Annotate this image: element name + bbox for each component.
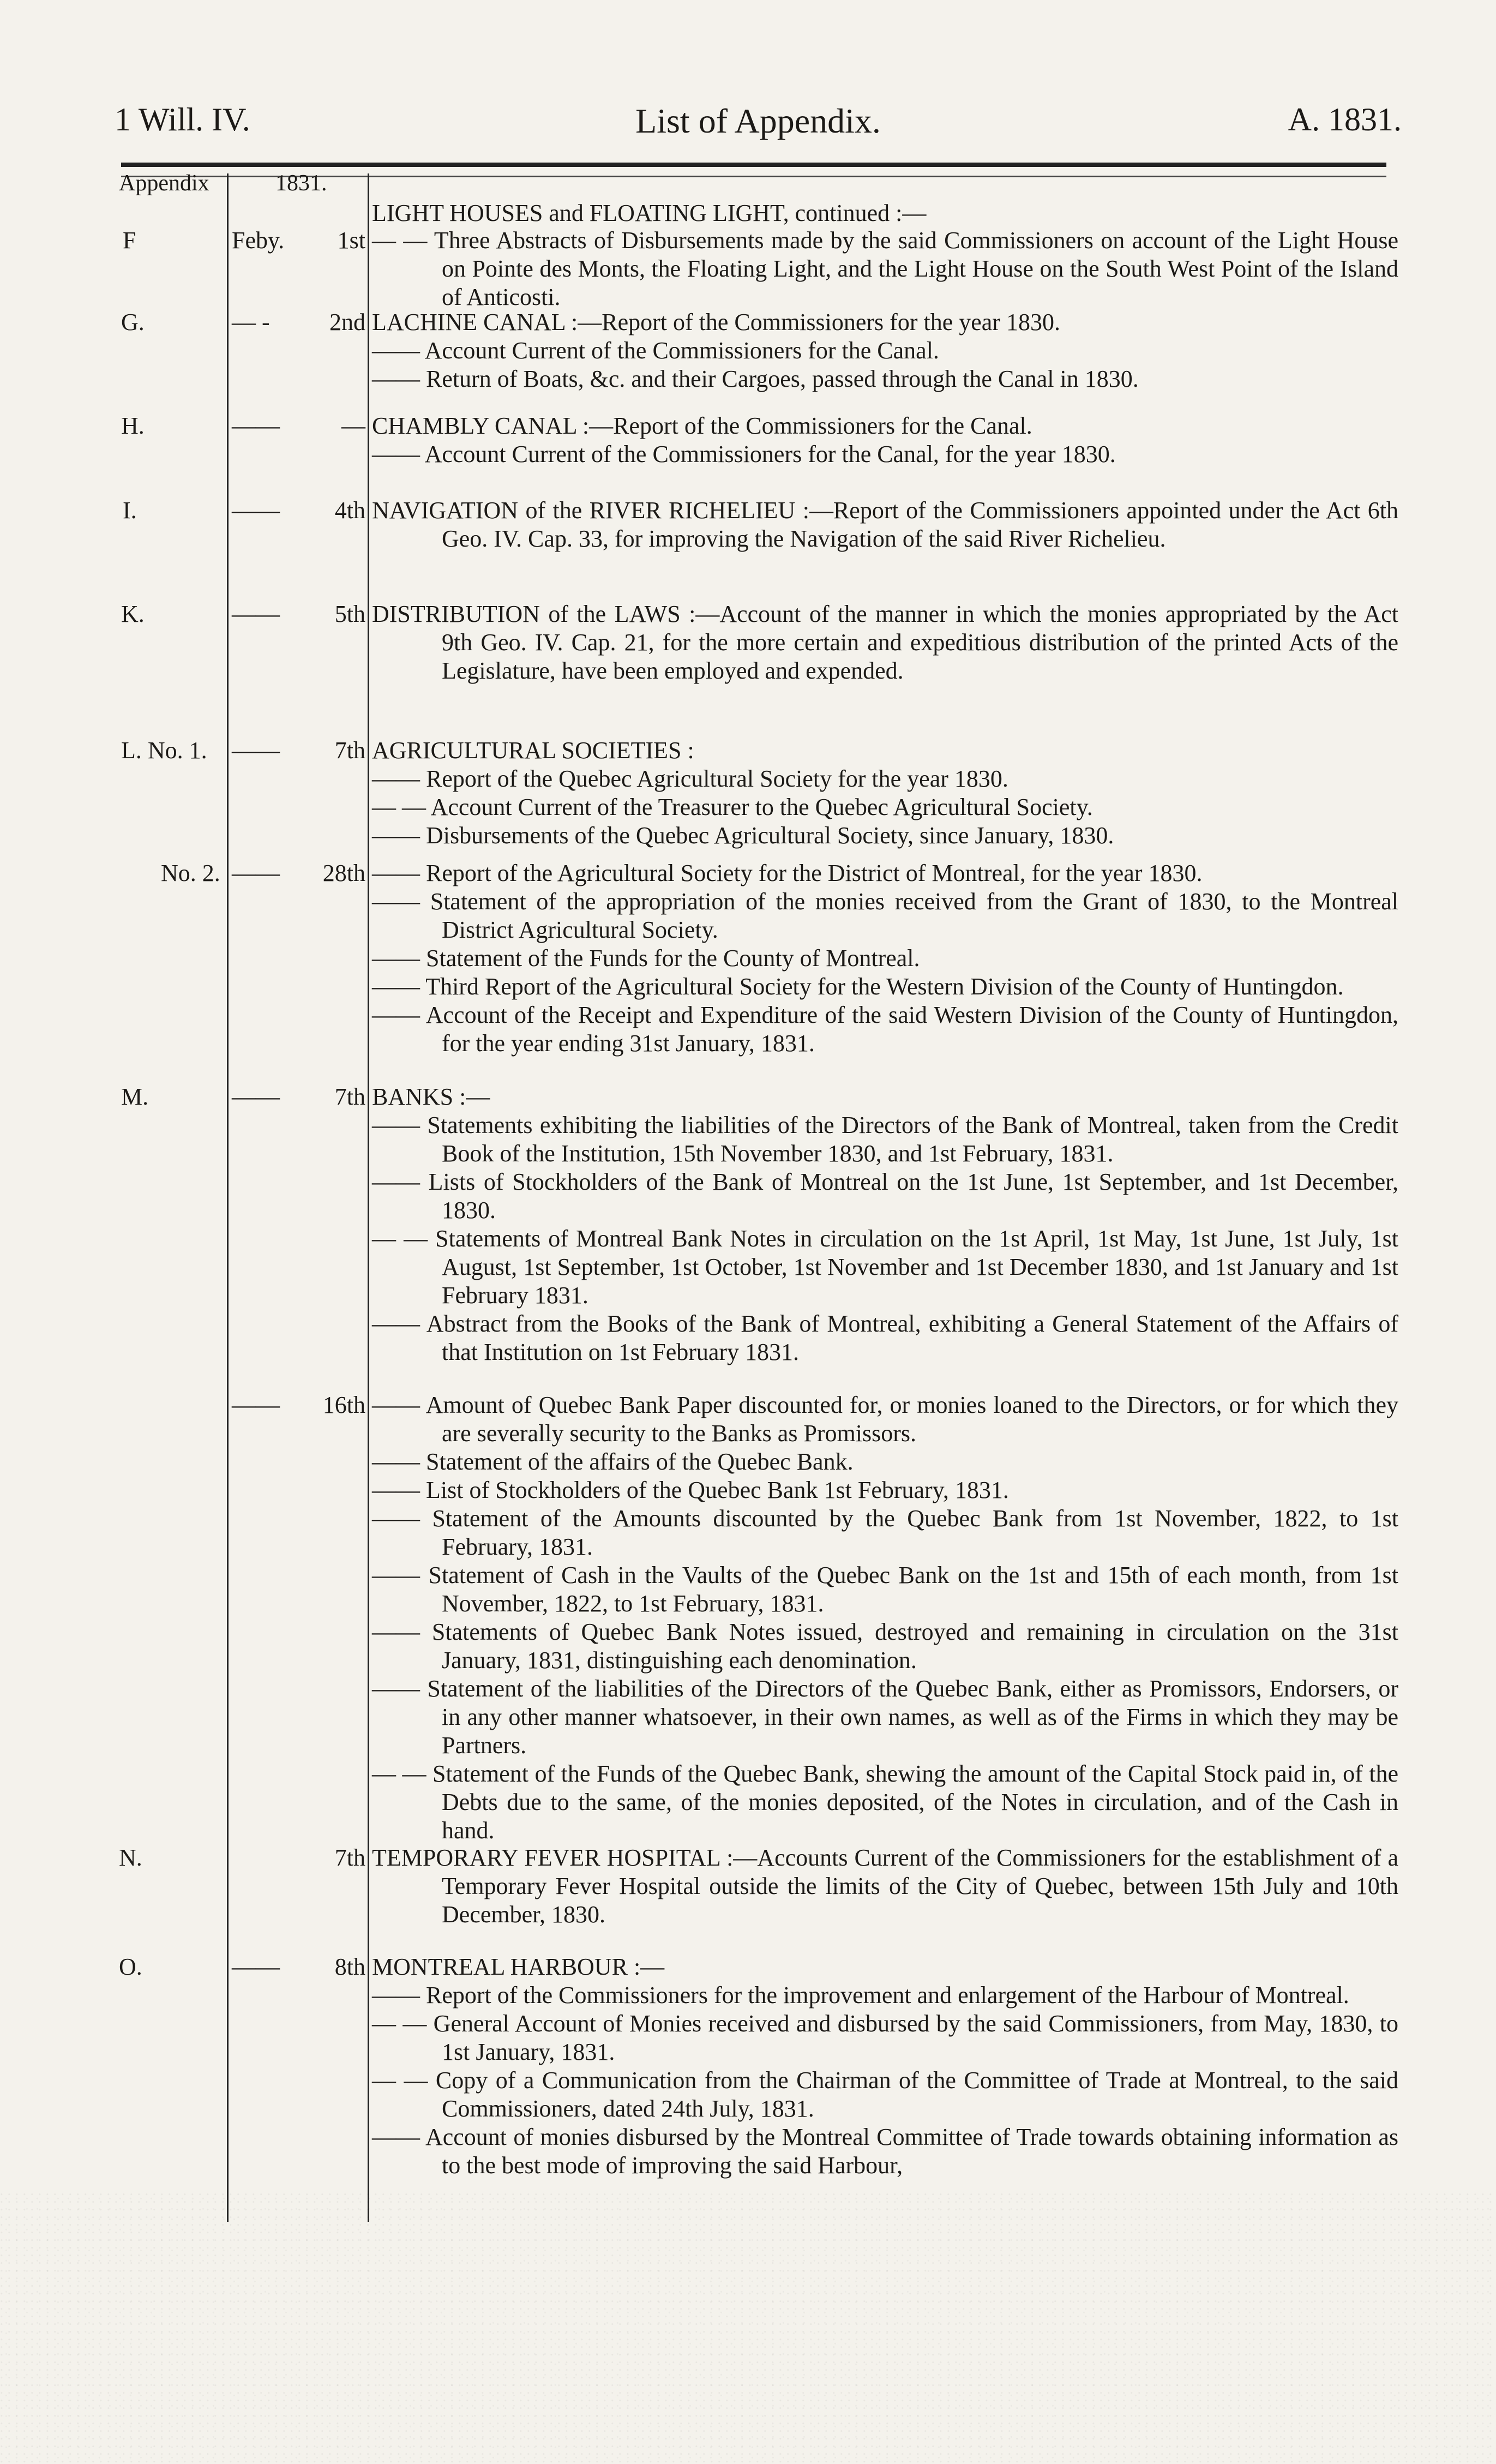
entry-heading: BANKS :— (372, 1083, 490, 1110)
entry-heading: CHAMBLY CANAL :—Report of the Commissioners for the Canal. (372, 412, 1032, 439)
header-session: 1 Will. IV. (115, 101, 250, 137)
entry-item: —— Statement of Cash in the Vaults of the Quebec Bank on the 1st and 15th of each month, from 1st November, 1822, to 1st February, 1831. (372, 1562, 1398, 1617)
entry-item: — — Copy of a Communication from the Chairman of the Committee of Trade at Montreal, to the said Commissioners, dated 24th July, 1831. (372, 2067, 1398, 2122)
entry-item: —— Abstract from the Books of the Bank of Montreal, exhibiting a General Statement of the Affairs of that Institution on 1st February 1831. (372, 1310, 1398, 1365)
date-day: 7th (334, 1083, 365, 1110)
appendix-letter: F (123, 227, 136, 254)
appendix-letter: M. (121, 1083, 149, 1110)
entry-heading: MONTREAL HARBOUR :— (372, 1953, 665, 1980)
date-day: 8th (334, 1953, 365, 1980)
page-header (115, 95, 1402, 155)
header-year: A. 1831. (1288, 101, 1402, 137)
date-day: 4th (334, 497, 365, 524)
entry-item: —— Statements exhibiting the liabilities of the Directors of the Bank of Montreal, taken from the Credit Book of the Institution, 15th November 1830, and 1st February, 1831. (372, 1112, 1398, 1167)
entry-item: — — Statements of Montreal Bank Notes in circulation on the 1st April, 1st May, 1st June, 1st July, 1st August, 1st September, 1st October, 1st November and 1st December 1830, and 1st January and 1st February 1831. (372, 1225, 1398, 1309)
date-day: 7th (334, 737, 365, 764)
date-day: 7th (334, 1844, 365, 1871)
date-day: 28th (322, 860, 365, 886)
date-day: 16th (322, 1392, 365, 1418)
entry-item: —— Report of the Agricultural Society for the District of Montreal, for the year 1830. (372, 860, 1203, 886)
entry-item: —— Statements of Quebec Bank Notes issued, destroyed and remaining in circulation on the 31st January, 1831, distinguishing each denomination. (372, 1618, 1398, 1674)
entry-item: —— Amount of Quebec Bank Paper discounted for, or monies loaned to the Directors, or for which they are severally security to the Banks as Promissors. (372, 1392, 1398, 1447)
appendix-letter: K. (121, 601, 145, 627)
entry-item: —— Statement of the appropriation of the monies received from the Grant of 1830, to the Montreal District Agricultural Society. (372, 888, 1398, 943)
entry-content (372, 1844, 1398, 1929)
entry-item: —— Disbursements of the Quebec Agricultural Society, since January, 1830. (372, 822, 1114, 849)
entry-item: —— Statement of the Amounts discounted by the Quebec Bank from 1st November, 1822, to 1st February, 1831. (372, 1505, 1398, 1560)
column-divider-date (368, 173, 369, 2222)
entry-item: —— Statement of the Funds for the County of Montreal. (372, 945, 920, 972)
entry-content (372, 199, 1398, 227)
entry-content (372, 1391, 1398, 1845)
entry-item: —— Third Report of the Agricultural Society for the Western Division of the County of Huntingdon. (372, 973, 1344, 1000)
entry-heading: LACHINE CANAL :—Report of the Commissioners for the year 1830. (372, 309, 1060, 335)
entry-content (372, 736, 1398, 850)
entry-content (372, 226, 1398, 311)
date-month: —— (232, 497, 280, 524)
entry-item: —— Statement of the affairs of the Quebec Bank. (372, 1448, 854, 1475)
entry-heading: TEMPORARY FEVER HOSPITAL :—Accounts Current of the Commissioners for the establishment of a Temporary Fever Hospital outside the limits of the City of Quebec, between 15th July and 10th December, 1830. (372, 1844, 1398, 1928)
appendix-letter: N. (119, 1844, 142, 1871)
entry-item: —— List of Stockholders of the Quebec Bank 1st February, 1831. (372, 1477, 1009, 1503)
entry-content (372, 1083, 1398, 1366)
entry-item: —— Account Current of the Commissioners for the Canal. (372, 337, 939, 364)
entry-content (372, 308, 1398, 393)
entry-content (372, 496, 1398, 553)
date-day: 5th (334, 601, 365, 627)
entry-content (372, 412, 1398, 469)
date-month: —— (232, 737, 280, 764)
entry-heading: NAVIGATION of the RIVER RICHELIEU :—Report of the Commissioners appointed under the Act 6th Geo. IV. Cap. 33, for improving the Navigation of the said River Richelieu. (372, 497, 1398, 552)
entry-item: — — Account Current of the Treasurer to the Quebec Agricultural Society. (372, 794, 1093, 820)
entry-item: —— Account Current of the Commissioners for the Canal, for the year 1830. (372, 441, 1116, 467)
entry-heading: AGRICULTURAL SOCIETIES : (372, 737, 694, 764)
appendix-letter: H. (121, 412, 145, 439)
entry-item: —— Report of the Quebec Agricultural Society for the year 1830. (372, 765, 1008, 792)
entry-heading: DISTRIBUTION of the LAWS :—Account of the manner in which the monies appropriated by the Act 9th Geo. IV. Cap. 21, for the more certain and expeditious distribution of the printed Acts of the Legislature, have been employed and expended. (372, 601, 1398, 684)
date-month: —— (232, 1083, 280, 1110)
date-month: —— (232, 1392, 280, 1418)
entry-content (372, 859, 1398, 1058)
column-head-year: 1831. (275, 171, 327, 196)
entry-item: —— Statement of the liabilities of the Directors of the Quebec Bank, either as Promissors, Endorsers, or in any other manner whatsoever, in their own names, as well as of the Firms in which they may be Partners. (372, 1675, 1398, 1759)
entry-item: —— Report of the Commissioners for the improvement and enlargement of the Harbour of Montreal. (372, 1982, 1349, 2009)
appendix-letter: I. (123, 497, 137, 524)
header-title: List of Appendix. (635, 101, 881, 140)
date-month: —— (232, 860, 280, 886)
column-head-appendix: Appendix (119, 171, 209, 196)
appendix-letter: G. (121, 309, 145, 335)
date-month: —— (232, 601, 280, 627)
date-day: — (341, 412, 365, 439)
appendix-letter: O. (119, 1953, 142, 1980)
date-month: —— (232, 412, 280, 439)
date-month: Feby. (232, 227, 285, 254)
entry-item: — — Three Abstracts of Disbursements made by the said Commissioners on account of the Light House on Pointe des Monts, the Floating Light, and the Light House on the South West Point of the Island of Anticosti. (372, 227, 1398, 310)
appendix-letter: No. 2. (161, 860, 220, 886)
entry-item: —— Lists of Stockholders of the Bank of Montreal on the 1st June, 1st September, and 1st December, 1830. (372, 1168, 1398, 1224)
entry-heading: LIGHT HOUSES and FLOATING LIGHT, continued :— (372, 200, 927, 226)
column-divider-appendix (227, 173, 229, 2222)
appendix-letter: L. No. 1. (121, 737, 207, 764)
entry-item: —— Account of the Receipt and Expenditure of the said Western Division of the County of Huntingdon, for the year ending 31st January, 1831. (372, 1002, 1398, 1057)
entry-content (372, 1953, 1398, 2180)
date-month: — - (232, 309, 270, 335)
entry-item: — — Statement of the Funds of the Quebec Bank, shewing the amount of the Capital Stock paid in, of the Debts due to the same, of the monies deposited, of the Notes in circulation, and of the Cash in hand. (372, 1760, 1398, 1844)
entry-item: — — General Account of Monies received and disbursed by the said Commissioners, from May, 1830, to 1st January, 1831. (372, 2010, 1398, 2065)
entry-content (372, 600, 1398, 685)
entry-item: —— Account of monies disbursed by the Montreal Committee of Trade towards obtaining information as to the best mode of improving the said Harbour, (372, 2124, 1398, 2179)
date-month: —— (232, 1953, 280, 1980)
paper-texture (0, 2191, 1496, 2464)
date-day: 1st (337, 227, 365, 254)
date-day: 2nd (329, 309, 365, 335)
entry-item: —— Return of Boats, &c. and their Cargoes, passed through the Canal in 1830. (372, 365, 1139, 392)
